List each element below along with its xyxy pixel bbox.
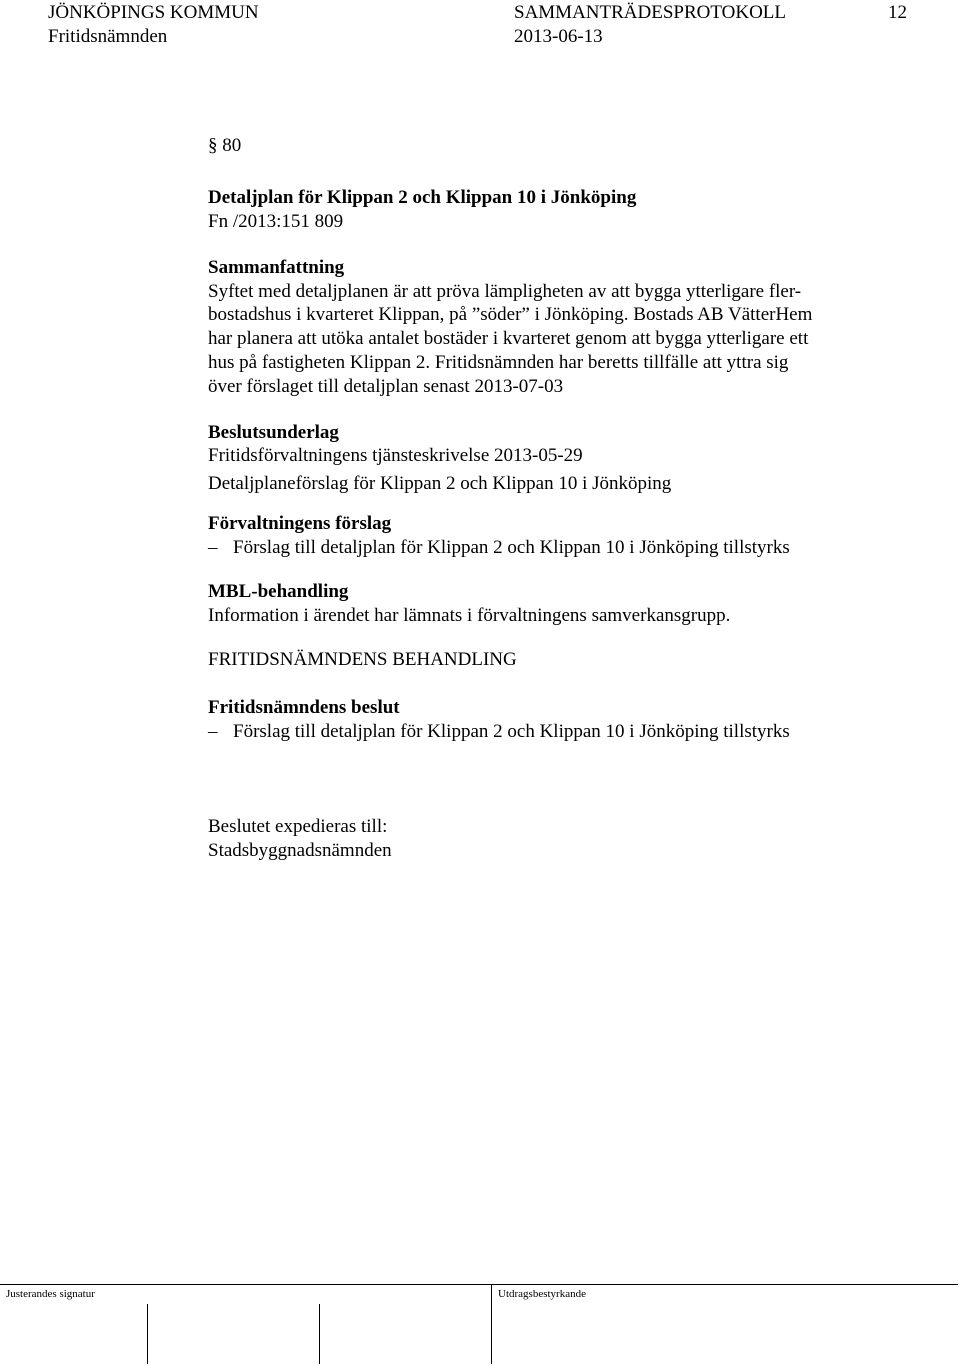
- proposal-heading: Förvaltningens förslag: [208, 513, 392, 534]
- proposal-dash: –: [208, 537, 218, 558]
- basis-item: Fritidsförvaltningens tjänsteskrivelse 2013-05-29: [208, 445, 583, 466]
- mbl-heading: MBL-behandling: [208, 581, 349, 602]
- proposal-text: Förslag till detaljplan för Klippan 2 och Klippan 10 i Jönköping tillstyrks: [233, 537, 790, 558]
- signature-section-divider: [491, 1284, 492, 1364]
- header-committee: Fritidsnämnden: [48, 26, 168, 47]
- decision-dash: –: [208, 721, 218, 742]
- treatment-heading: FRITIDSNÄMNDENS BEHANDLING: [208, 649, 517, 670]
- page-title: Detaljplan för Klippan 2 och Klippan 10 i Jönköping: [208, 187, 637, 208]
- summary-line: bostadshus i kvarteret Klippan, på ”söder” i Jönköping. Bostads AB VätterHem: [208, 304, 813, 325]
- basis-item: Detaljplaneförslag för Klippan 2 och Klippan 10 i Jönköping: [208, 473, 672, 494]
- header-doc-type: SAMMANTRÄDESPROTOKOLL: [514, 2, 787, 23]
- signature-box-divider: [319, 1304, 320, 1364]
- signature-box-divider: [147, 1304, 148, 1364]
- summary-heading: Sammanfattning: [208, 257, 345, 278]
- basis-heading: Beslutsunderlag: [208, 422, 339, 443]
- dispatch-recipient: Stadsbyggnadsnämnden: [208, 840, 392, 861]
- header-date: 2013-06-13: [514, 26, 603, 47]
- summary-line: Syftet med detaljplanen är att pröva lämpligheten av att bygga ytterligare fler-: [208, 281, 802, 302]
- summary-line: hus på fastigheten Klippan 2. Fritidsnämnden har beretts tillfälle att yttra sig: [208, 352, 789, 373]
- case-number: Fn /2013:151 809: [208, 211, 344, 232]
- decision-text: Förslag till detaljplan för Klippan 2 och Klippan 10 i Jönköping tillstyrks: [233, 721, 790, 742]
- decision-heading: Fritidsnämndens beslut: [208, 697, 400, 718]
- page-number: 12: [888, 2, 907, 23]
- header-org: JÖNKÖPINGS KOMMUN: [48, 2, 259, 23]
- signature-label-right: Utdragsbestyrkande: [498, 1288, 586, 1300]
- summary-line: över förslaget till detaljplan senast 2013-07-03: [208, 376, 564, 397]
- signature-label-left: Justerandes signatur: [6, 1288, 95, 1300]
- section-number-value: 80: [222, 135, 242, 156]
- dispatch-label: Beslutet expedieras till:: [208, 816, 388, 837]
- section-symbol: §: [208, 135, 218, 156]
- footer-divider: [0, 1284, 958, 1285]
- summary-line: har planera att utöka antalet bostäder i kvarteret genom att bygga ytterligare ett: [208, 328, 809, 349]
- section-number: [208, 134, 241, 158]
- mbl-text: Information i ärendet har lämnats i förvaltningens samverkansgrupp.: [208, 605, 731, 626]
